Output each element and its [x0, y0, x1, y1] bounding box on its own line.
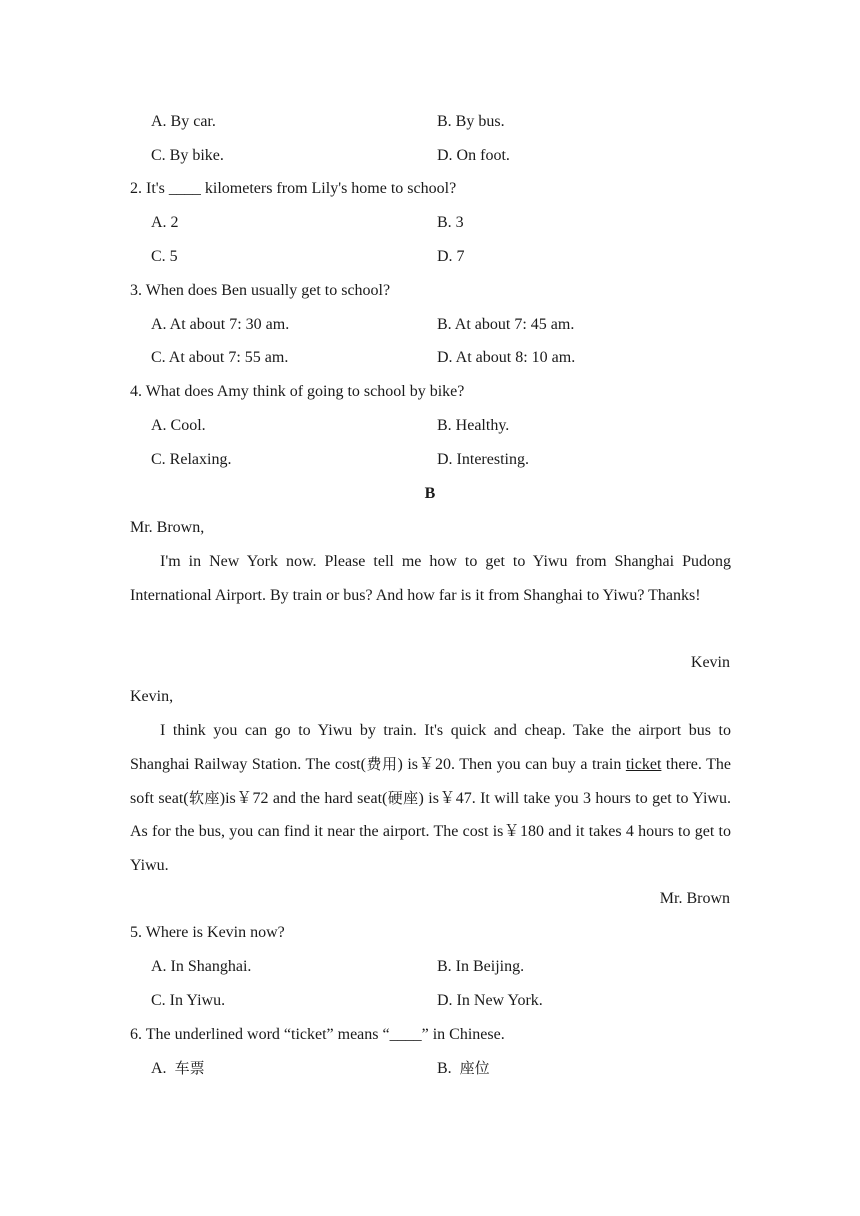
cn-cost-word: 费用	[365, 754, 398, 773]
q2-option-d: D. 7	[437, 248, 465, 265]
letter2-greeting: Kevin,	[130, 688, 174, 705]
q1-option-c: C. By bike.	[151, 147, 224, 164]
q3-option-a: A. At about 7: 30 am.	[151, 316, 290, 333]
q2-option-b: B. 3	[437, 214, 464, 231]
section-heading: B	[424, 485, 436, 502]
q5-option-c: C. In Yiwu.	[151, 992, 226, 1009]
q2-option-a: A. 2	[151, 214, 179, 231]
q5-option-d: D. In New York.	[437, 992, 543, 1009]
q2-option-c: C. 5	[151, 248, 178, 265]
q6-option-b-letter: B.	[437, 1060, 460, 1077]
letter1-signature: Kevin	[690, 654, 730, 671]
q3-option-b: B. At about 7: 45 am.	[437, 316, 575, 333]
q6-option-b	[437, 1051, 490, 1085]
letter2-text-1: I think you can go to Yiwu by train. It's quick and cheap. Take the airport bus to Shanghai Railway Station. The cost(	[130, 722, 731, 773]
letter2-text-2: ) is￥20. Then you can buy a train	[397, 755, 626, 773]
q6-option-a	[151, 1051, 205, 1085]
q3-question: 3. When does Ben usually get to school?	[130, 282, 391, 299]
q3-option-d: D. At about 8: 10 am.	[437, 349, 576, 366]
q1-option-a: A. By car.	[151, 113, 216, 130]
letter1-greeting: Mr. Brown,	[130, 519, 205, 536]
q1-option-b: B. By bus.	[437, 113, 505, 130]
q4-option-d: D. Interesting.	[437, 451, 529, 468]
letter2-text-4: )is￥72 and the hard seat(	[219, 789, 388, 807]
q5-option-b: B. In Beijing.	[437, 958, 525, 975]
cn-hard-seat-word: 硬座	[387, 788, 419, 807]
underlined-ticket-word: ticket	[625, 755, 662, 773]
q5-option-a: A. In Shanghai.	[151, 958, 252, 975]
q3-option-c: C. At about 7: 55 am.	[151, 349, 289, 366]
q5-question: 5. Where is Kevin now?	[130, 924, 285, 941]
letter2-text-5: ) is￥47. It will take you 3 hours to get to Yiwu. As for the bus, you can find it near the airport. The cost is￥180 and it takes 4 hours to get to Yiwu.	[130, 789, 731, 875]
cn-soft-seat-word: 软座	[188, 788, 220, 807]
q6-option-a-letter: A.	[151, 1060, 175, 1077]
q4-option-a: A. Cool.	[151, 417, 206, 434]
q6-option-a-text: 车票	[174, 1059, 205, 1077]
letter2-body	[130, 714, 731, 883]
q6-question: 6. The underlined word “ticket” means “____” in Chinese.	[130, 1026, 505, 1043]
q2-question: 2. It's ____ kilometers from Lily's home to school?	[130, 180, 457, 197]
q4-question: 4. What does Amy think of going to school by bike?	[130, 383, 465, 400]
q1-option-d: D. On foot.	[437, 147, 510, 164]
letter1-body: I'm in New York now. Please tell me how to get to Yiwu from Shanghai Pudong International Airport. By train or bus? And how far is it from Shanghai to Yiwu? Thanks!	[130, 553, 731, 604]
q4-option-b: B. Healthy.	[437, 417, 510, 434]
q6-option-b-text: 座位	[459, 1059, 490, 1077]
letter2-text-3: there. The soft seat(	[130, 755, 731, 807]
letter2-signature: Mr. Brown	[659, 890, 730, 907]
q4-option-c: C. Relaxing.	[151, 451, 232, 468]
